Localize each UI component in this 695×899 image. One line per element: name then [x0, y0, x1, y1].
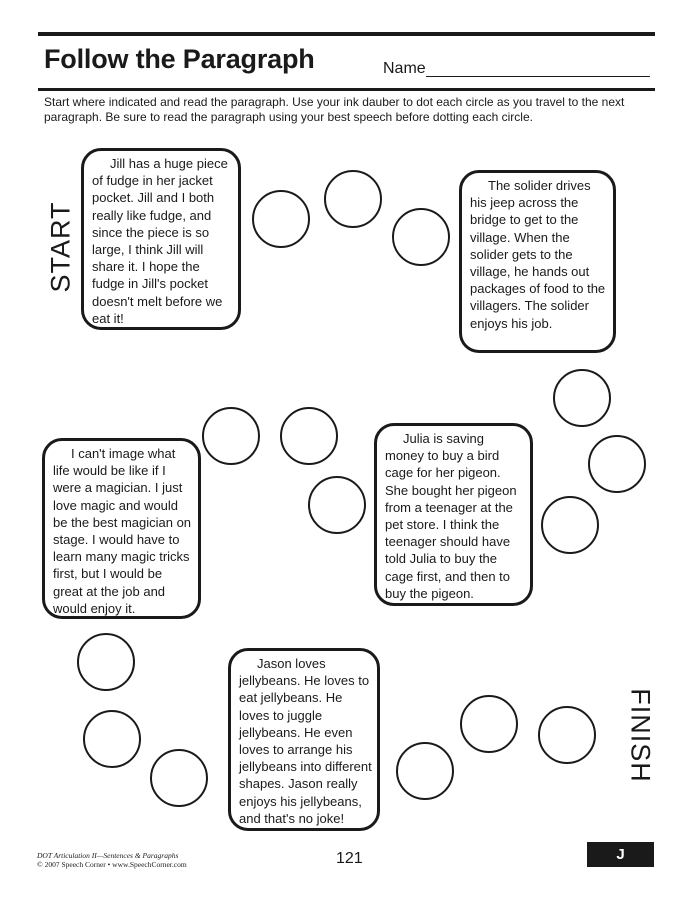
start-label: START: [45, 201, 76, 293]
finish-label: FINISH: [625, 688, 656, 783]
top-rule: [38, 32, 655, 36]
paragraph-box-solider: [459, 170, 616, 353]
level-badge: J: [587, 842, 654, 867]
footer-credit: [37, 851, 187, 869]
dot-circle[interactable]: [538, 706, 596, 764]
dot-circle[interactable]: [77, 633, 135, 691]
dot-circle[interactable]: [150, 749, 208, 807]
name-label: Name: [383, 60, 426, 77]
credit-copyright: © 2007 Speech Corner • www.SpeechCorner.com: [37, 860, 187, 869]
dot-circle[interactable]: [553, 369, 611, 427]
dot-circle[interactable]: [202, 407, 260, 465]
dot-circle[interactable]: [392, 208, 450, 266]
dot-circle[interactable]: [83, 710, 141, 768]
dot-circle[interactable]: [324, 170, 382, 228]
credit-title: DOT Articulation II—Sentences & Paragraphs: [37, 851, 179, 860]
dot-circle[interactable]: [280, 407, 338, 465]
paragraph-text: Jason loves jellybeans. He loves to eat jellybeans. He loves to juggle jellybeans. He even loves to arrange his jellybeans into different shapes. Jason really enjoys his jellybeans, and that's no joke!: [239, 656, 372, 826]
dot-circle[interactable]: [460, 695, 518, 753]
dot-circle[interactable]: [308, 476, 366, 534]
dot-circle[interactable]: [252, 190, 310, 248]
paragraph-text: Jill has a huge piece of fudge in her jacket pocket. Jill and I both really like fudge, and since the piece is so large, I think Jill will share it. I hope the fudge in Jill's pocket doesn't melt before we eat it!: [92, 156, 228, 326]
paragraph-box-julia: [374, 423, 533, 606]
paragraph-box-jill: [81, 148, 241, 330]
paragraph-text: Julia is saving money to buy a bird cage for her pigeon. She bought her pigeon from a teenager at the pet store. I think the teenager should have told Julia to buy the cage first, and then to buy the pigeon.: [385, 431, 517, 601]
page-number: 121: [336, 850, 363, 867]
dot-circle[interactable]: [541, 496, 599, 554]
name-field-line[interactable]: [426, 76, 650, 77]
paragraph-text: I can't image what life would be like if I were a magician. I just love magic and would be the best magician on stage. I would have to learn many magic tricks first, but I would be great at the job and would enjoy it.: [53, 446, 192, 616]
paragraph-box-magician: [42, 438, 201, 619]
paragraph-box-jason: [228, 648, 380, 831]
dot-circle[interactable]: [588, 435, 646, 493]
dot-circle[interactable]: [396, 742, 454, 800]
header-rule: [38, 88, 655, 91]
page-title: Follow the Paragraph: [44, 44, 315, 74]
paragraph-text: The solider drives his jeep across the bridge to get to the village. When the solider gets to the village, he hands out packages of food to the villagers. The solider enjoys his job.: [470, 178, 606, 331]
instructions: Start where indicated and read the paragraph. Use your ink dauber to dot each circle as you travel to the next paragraph. Be sure to read the paragraph using your best speech before dotting each circle.: [44, 95, 625, 124]
